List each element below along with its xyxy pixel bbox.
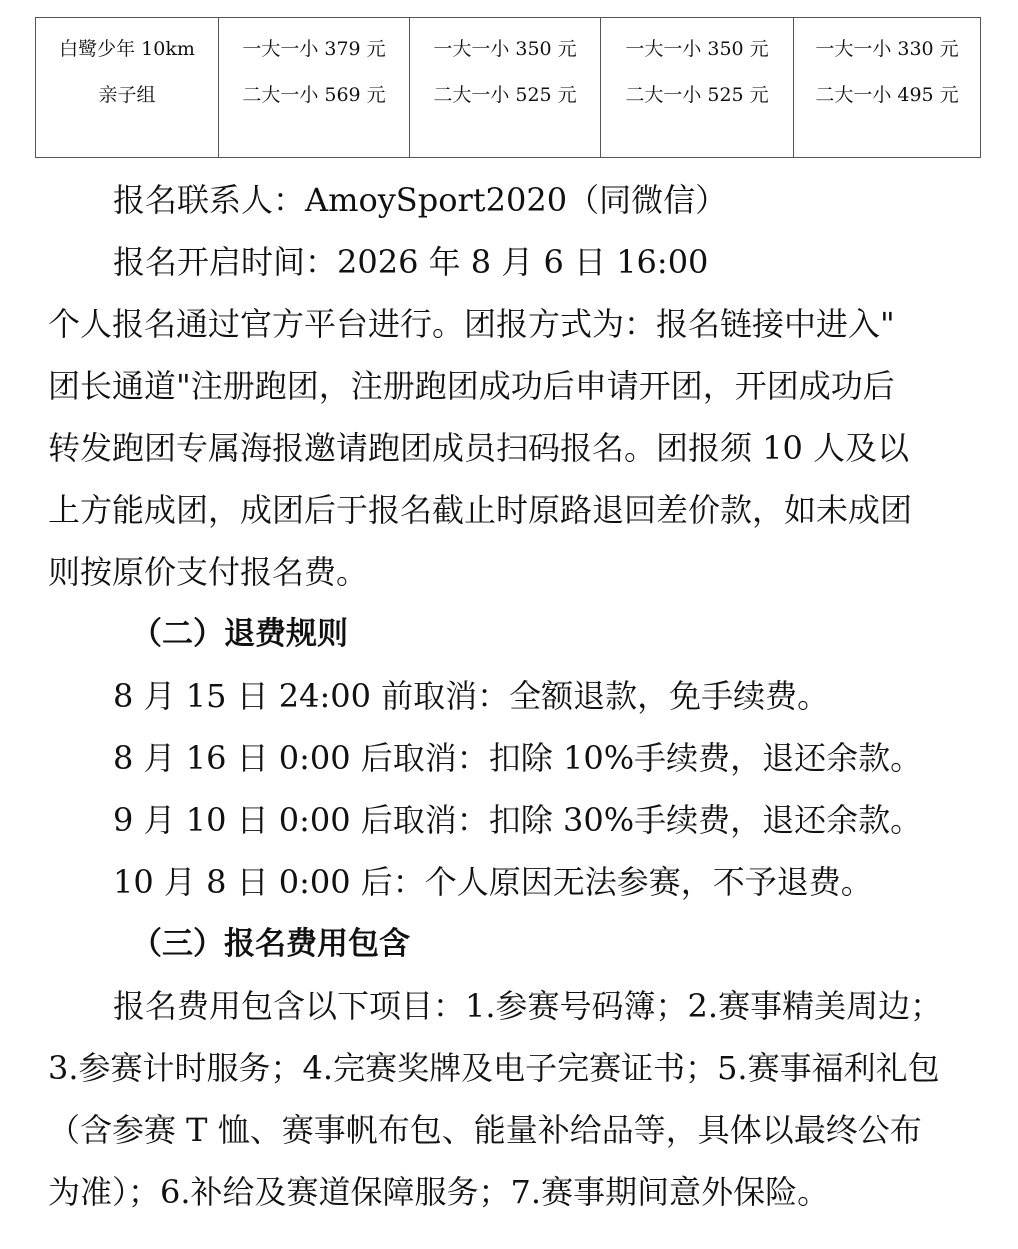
table-cell-price — [219, 18, 410, 158]
refund-rules-heading: （二）退费规则 — [131, 616, 348, 652]
table-cell-line: 一大一小 350 元 — [625, 38, 769, 60]
group-paragraph-line: 团长通道"注册跑团，注册跑团成功后申请开团，开团成功后 — [48, 367, 895, 405]
table-cell-line: 白鹭少年 10km — [59, 38, 195, 60]
table-row — [36, 18, 981, 158]
refund-rule-line: 9 月 10 日 0:00 后取消：扣除 30%手续费，退还余款。 — [113, 801, 923, 839]
fee-inclusion-heading: （三）报名费用包含 — [131, 926, 410, 962]
table-cell-line: 一大一小 379 元 — [242, 38, 386, 60]
group-paragraph-line: 个人报名通过官方平台进行。团报方式为：报名链接中进入" — [48, 305, 895, 343]
fee-table — [35, 17, 981, 158]
table-cell-line: 一大一小 350 元 — [433, 38, 577, 60]
refund-rule-line: 10 月 8 日 0:00 后：个人原因无法参赛，不予退费。 — [113, 863, 873, 901]
table-cell-line: 一大一小 330 元 — [815, 38, 959, 60]
table-cell-line: 二大一小 569 元 — [242, 84, 386, 106]
refund-rule-line: 8 月 16 日 0:00 后取消：扣除 10%手续费，退还余款。 — [113, 739, 923, 777]
table-cell-line: 亲子组 — [98, 84, 156, 106]
table-cell-line: 二大一小 525 元 — [625, 84, 769, 106]
fee-inclusion-line: 3.参赛计时服务；4.完赛奖牌及电子完赛证书；5.赛事福利礼包 — [48, 1049, 940, 1087]
table-cell-category — [36, 18, 219, 158]
table-cell-line: 二大一小 495 元 — [815, 84, 959, 106]
table-cell-price — [794, 18, 981, 158]
group-paragraph-line: 则按原价支付报名费。 — [48, 553, 369, 591]
fee-inclusion-line: 报名费用包含以下项目：1.参赛号码簿；2.赛事精美周边； — [113, 987, 943, 1025]
table-cell-price — [410, 18, 601, 158]
table-cell-price — [601, 18, 794, 158]
table-cell-line: 二大一小 525 元 — [433, 84, 577, 106]
contact-line: 报名联系人：AmoySport2020（同微信） — [113, 181, 728, 219]
fee-inclusion-line: 为准）；6.补给及赛道保障服务；7.赛事期间意外保险。 — [48, 1173, 830, 1211]
refund-rule-line: 8 月 15 日 24:00 前取消：全额退款，免手续费。 — [113, 677, 830, 715]
open-time-line: 报名开启时间：2026 年 8 月 6 日 16:00 — [113, 243, 709, 281]
group-paragraph-line: 转发跑团专属海报邀请跑团成员扫码报名。团报须 10 人及以 — [48, 429, 910, 467]
group-paragraph-line: 上方能成团，成团后于报名截止时原路退回差价款，如未成团 — [48, 491, 913, 529]
fee-inclusion-line: （含参赛 T 恤、赛事帆布包、能量补给品等，具体以最终公布 — [48, 1111, 922, 1149]
